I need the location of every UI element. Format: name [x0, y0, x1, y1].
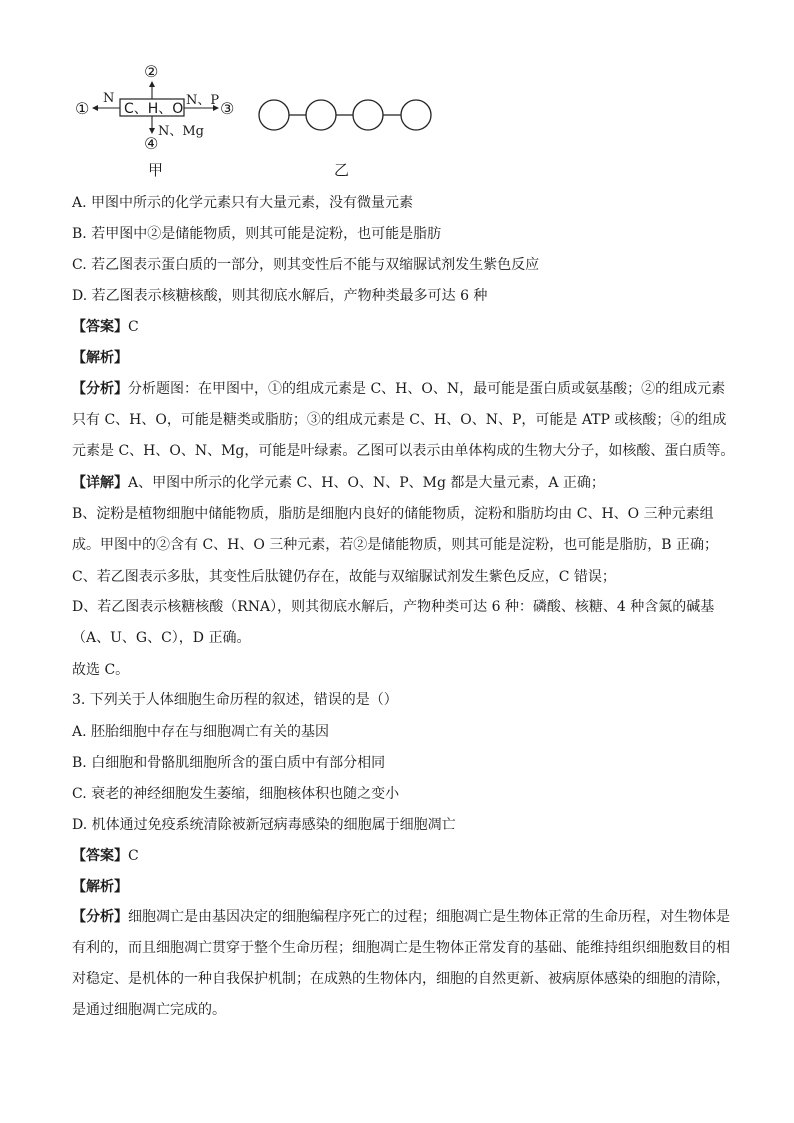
- monomer-circle-4: [401, 100, 431, 130]
- label-3: ③: [220, 99, 235, 118]
- q3-answer: 【答案】C: [72, 848, 139, 864]
- left-element: N: [103, 91, 115, 106]
- q3-option-d: D. 机体通过免疫系统清除被新冠病毒感染的细胞属于细胞凋亡: [72, 817, 456, 833]
- bottom-elements: N、Mg: [158, 124, 205, 139]
- q2-option-b: B. 若甲图中②是储能物质，则其可能是淀粉，也可能是脂肪: [72, 226, 442, 242]
- q3-jiexi: 【解析】: [72, 879, 128, 895]
- q2-option-c: C. 若乙图表示蛋白质的一部分，则其变性后不能与双缩脲试剂发生紫色反应: [72, 257, 540, 273]
- q2-detail-b: B、淀粉是植物细胞中储能物质，脂肪是细胞内良好的储能物质，淀粉和脂肪均由 C、H、O 三种元素组成。甲图中的②含有 C、H、O 三种元素，若②是储能物质，则其可能是淀粉，也可能是脂肪，B 正确；: [72, 506, 719, 553]
- q3-option-b: B. 白细胞和骨骼肌细胞所含的蛋白质中有部分相同: [72, 755, 386, 771]
- q3-stem: 3. 下列关于人体细胞生命历程的叙述，错误的是（）: [72, 692, 398, 708]
- q2-answer: 【答案】C: [72, 319, 139, 335]
- arrow-up-icon: [149, 81, 155, 87]
- monomer-circle-3: [353, 100, 383, 130]
- label-4: ④: [144, 134, 159, 153]
- q3-option-c: C. 衰老的神经细胞发生萎缩，细胞核体积也随之变小: [72, 786, 400, 802]
- q3-option-a: A. 胚胎细胞中存在与细胞凋亡有关的基因: [72, 724, 330, 740]
- right-elements: N、P: [186, 93, 220, 108]
- q2-detail-c: C、若乙图表示多肽，其变性后肽键仍存在，故能与双缩脲试剂发生紫色反应，C 错误；: [72, 569, 616, 585]
- arrow-left-icon: [92, 105, 98, 111]
- q2-option-a: A. 甲图中所示的化学元素只有大量元素，没有微量元素: [72, 195, 414, 211]
- q2-option-d: D. 若乙图表示核糖核酸，则其彻底水解后，产物种类最多可达 6 种: [72, 288, 488, 304]
- box-elements: C、H、O: [124, 101, 184, 117]
- figure-drawing: [70, 58, 450, 183]
- q3-fenxi: 【分析】细胞凋亡是由基因决定的细胞编程序死亡的过程；细胞凋亡是生物体正常的生命历程，对生物体是有利的，而且细胞凋亡贯穿于整个生命历程；细胞凋亡是生物体正常发育的基础、能维持组织细胞数目的相对稳定、是机体的一种自我保护机制；在成熟的生物体内，细胞的自然更新、被病原体感染的细胞的清除，是通过细胞凋亡完成的。: [72, 909, 730, 1018]
- q2-jiexi: 【解析】: [72, 350, 128, 366]
- caption-jia: 甲: [148, 161, 164, 179]
- q2-choose: 故选 C。: [72, 662, 130, 678]
- monomer-circle-1: [259, 100, 289, 130]
- q2-detail-d: D、若乙图表示核糖核酸（RNA），则其彻底水解后，产物种类可达 6 种：磷酸、核糖、4 种含氮的碱基（A、U、G、C），D 正确。: [72, 599, 715, 646]
- figure-jia-yi: [70, 58, 450, 183]
- monomer-circle-2: [306, 100, 336, 130]
- label-1: ①: [75, 99, 90, 118]
- caption-yi: 乙: [334, 161, 350, 179]
- label-2: ②: [144, 62, 159, 81]
- q2-fenxi: 【分析】分析题图：在甲图中，①的组成元素是 C、H、O、N，最可能是蛋白质或氨基酸；②的组成元素只有 C、H、O，可能是糖类或脂肪；③的组成元素是 C、H、O、N、P，可能是 ATP 或核酸；④的组成元素是 C、H、O、N、Mg，可能是叶绿素。乙图可以表示由单体构成的生物大分子，如核酸、蛋白质等。: [72, 381, 735, 459]
- q2-detail-a: 【详解】A、甲图中所示的化学元素 C、H、O、N、P、Mg 都是大量元素，A 正确；: [72, 475, 605, 491]
